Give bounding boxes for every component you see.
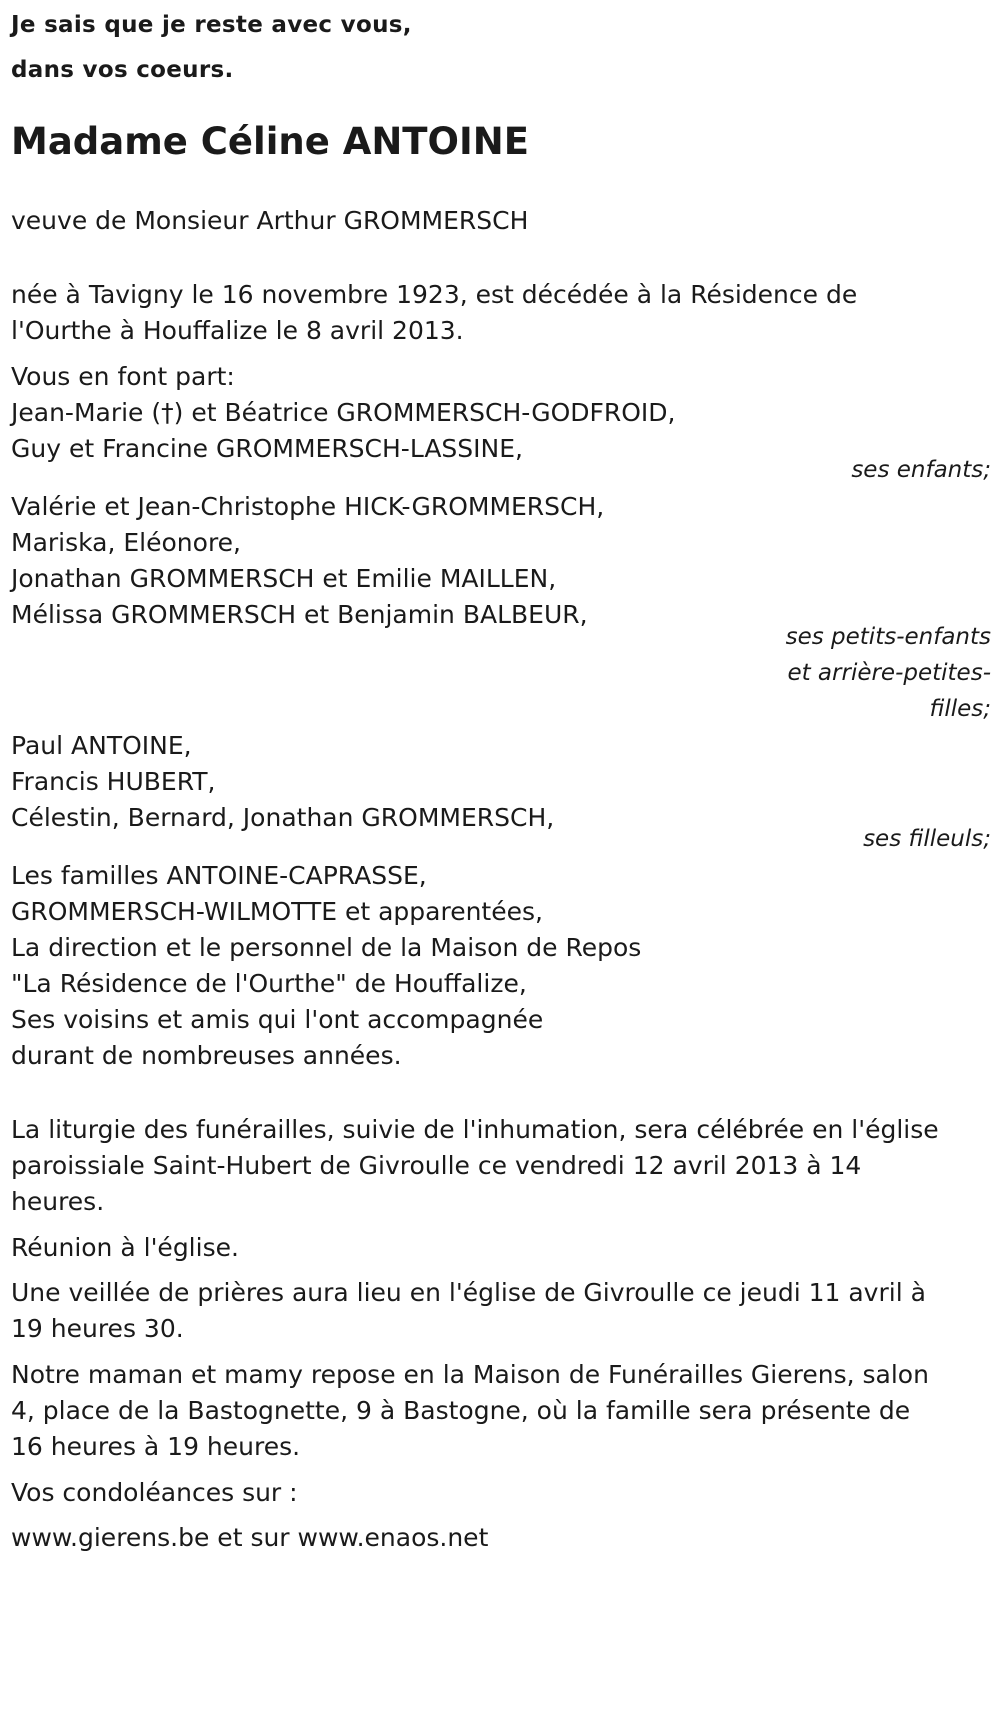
spouse-line: veuve de Monsieur Arthur GROMMERSCH bbox=[11, 206, 529, 235]
deceased-name: Madame Céline ANTOINE bbox=[11, 120, 529, 163]
liturgy-line: heures. bbox=[11, 1187, 105, 1216]
other-mourner: Les familles ANTOINE-CAPRASSE, bbox=[11, 861, 427, 890]
godchild-entry: Célestin, Bernard, Jonathan GROMMERSCH, bbox=[11, 803, 555, 832]
other-mourner: La direction et le personnel de la Maison de Repos bbox=[11, 933, 642, 962]
grandchildren-relation-label: ses petits-enfants bbox=[785, 624, 991, 650]
other-mourner: Ses voisins et amis qui l'ont accompagnée bbox=[11, 1005, 544, 1034]
condolences-sites: www.gierens.be et sur www.enaos.net bbox=[11, 1523, 489, 1552]
godchild-entry: Francis HUBERT, bbox=[11, 767, 216, 796]
meeting-line: Réunion à l'église. bbox=[11, 1233, 239, 1262]
grandchild-entry: Jonathan GROMMERSCH et Emilie MAILLEN, bbox=[11, 564, 557, 593]
vigil-line: Une veillée de prières aura lieu en l'église de Givroulle ce jeudi 11 avril à bbox=[11, 1278, 926, 1307]
child-entry: Jean-Marie (†) et Béatrice GROMMERSCH-GODFROID, bbox=[11, 398, 676, 427]
child-entry: Guy et Francine GROMMERSCH-LASSINE, bbox=[11, 434, 523, 463]
rest-line: 4, place de la Bastognette, 9 à Bastogne, où la famille sera présente de bbox=[11, 1396, 911, 1425]
grandchildren-relation-label: et arrière-petites- bbox=[787, 660, 991, 686]
godchildren-relation-label: ses filleuls; bbox=[863, 826, 991, 852]
epitaph-line-1: Je sais que je reste avec vous, bbox=[11, 12, 412, 38]
other-mourner: GROMMERSCH-WILMOTTE et apparentées, bbox=[11, 897, 543, 926]
condolences-intro: Vos condoléances sur : bbox=[11, 1478, 298, 1507]
grandchild-entry: Valérie et Jean-Christophe HICK-GROMMERSCH, bbox=[11, 492, 605, 521]
children-relation-label: ses enfants; bbox=[851, 457, 991, 483]
rest-line: 16 heures à 19 heures. bbox=[11, 1432, 301, 1461]
announcement-intro: Vous en font part: bbox=[11, 362, 235, 391]
grandchildren-relation-label: filles; bbox=[929, 696, 991, 722]
other-mourner: durant de nombreuses années. bbox=[11, 1041, 402, 1070]
rest-line: Notre maman et mamy repose en la Maison de Funérailles Gierens, salon bbox=[11, 1360, 929, 1389]
liturgy-line: paroissiale Saint-Hubert de Givroulle ce vendredi 12 avril 2013 à 14 bbox=[11, 1151, 862, 1180]
grandchild-entry: Mariska, Eléonore, bbox=[11, 528, 242, 557]
other-mourner: "La Résidence de l'Ourthe" de Houffalize, bbox=[11, 969, 527, 998]
liturgy-line: La liturgie des funérailles, suivie de l'inhumation, sera célébrée en l'église bbox=[11, 1115, 939, 1144]
birth-death-line-1: née à Tavigny le 16 novembre 1923, est décédée à la Résidence de bbox=[11, 280, 858, 309]
grandchild-entry: Mélissa GROMMERSCH et Benjamin BALBEUR, bbox=[11, 600, 588, 629]
vigil-line: 19 heures 30. bbox=[11, 1314, 184, 1343]
godchild-entry: Paul ANTOINE, bbox=[11, 731, 192, 760]
epitaph-line-2: dans vos coeurs. bbox=[11, 57, 234, 83]
birth-death-line-2: l'Ourthe à Houffalize le 8 avril 2013. bbox=[11, 316, 464, 345]
